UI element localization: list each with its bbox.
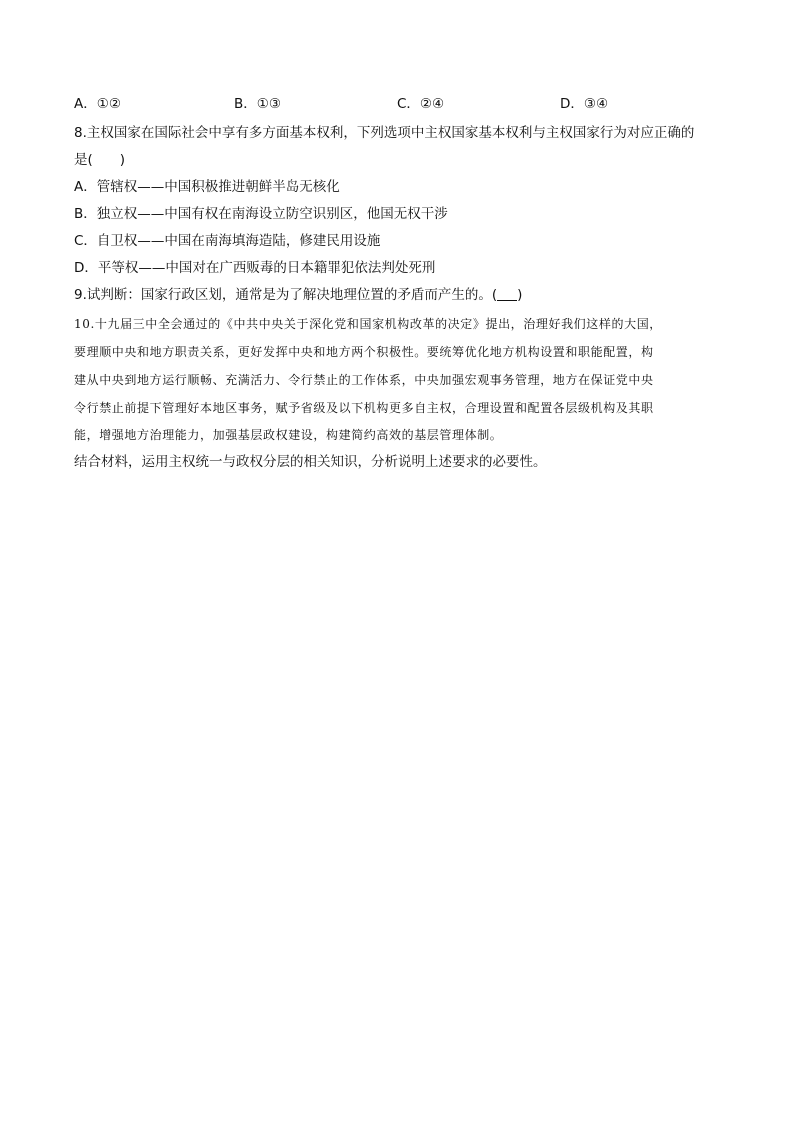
q9-answer-blank[interactable] xyxy=(497,288,517,301)
q10-material-line3: 建从中央到地方运行顺畅、充满活力、令行禁止的工作体系，中央加强宏观事务管理，地方在保证党中央 xyxy=(74,373,654,387)
q7-option-c: C．②④ xyxy=(397,96,445,112)
q9-statement xyxy=(74,286,522,304)
q10-material-line2: 要理顺中央和地方职责关系，更好发挥中央和地方两个积极性。要统筹优化地方机构设置和职能配置，构 xyxy=(74,345,654,359)
q8-option-d: D．平等权——中国对在广西贩毒的日本籍罪犯依法判处死刑 xyxy=(74,260,436,276)
q7-option-b: B．①③ xyxy=(234,96,281,112)
q10-question: 结合材料，运用主权统一与政权分层的相关知识，分析说明上述要求的必要性。 xyxy=(74,454,547,470)
q9-close-paren: ) xyxy=(517,287,523,303)
q10-material-line5: 能，增强地方治理能力，加强基层政权建设，构建简约高效的基层管理体制。 xyxy=(74,428,503,442)
q8-option-c: C．自卫权——中国在南海填海造陆，修建民用设施 xyxy=(74,233,381,249)
q8-option-a: A．管辖权——中国积极推进朝鲜半岛无核化 xyxy=(74,179,340,195)
q9-text: 9.试判断：国家行政区划，通常是为了解决地理位置的矛盾而产生的。( xyxy=(74,287,498,303)
q7-options-row xyxy=(74,95,674,115)
q7-option-d: D．③④ xyxy=(560,96,609,112)
q8-option-b: B．独立权——中国有权在南海设立防空识别区，他国无权干涉 xyxy=(74,206,448,222)
q8-stem-line2: 是( ) xyxy=(74,152,126,168)
q7-option-a: A．①② xyxy=(74,96,121,112)
q10-material-line1: 10.十九届三中全会通过的《中共中央关于深化党和国家机构改革的决定》提出，治理好我们这样的大国， xyxy=(74,317,662,331)
q10-material-line4: 令行禁止前提下管理好本地区事务，赋予省级及以下机构更多自主权，合理设置和配置各层级机构及其职 xyxy=(74,401,654,415)
q8-stem-line1: 8.主权国家在国际社会中享有多方面基本权利，下列选项中主权国家基本权利与主权国家行为对应正确的 xyxy=(74,125,695,141)
